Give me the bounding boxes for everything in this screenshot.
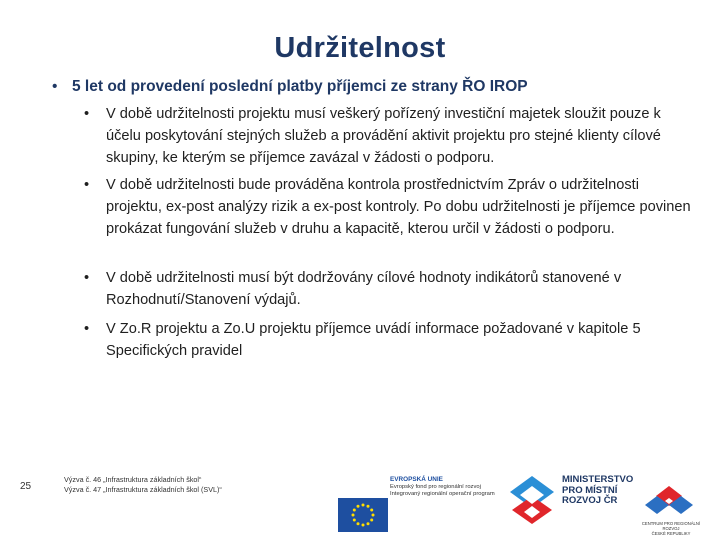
ministry-name	[562, 475, 633, 507]
sub-bullet-4	[84, 318, 694, 362]
ministry-line: ROZVOJ ČR	[562, 495, 618, 506]
eu-flag-icon	[338, 498, 388, 532]
page-number: 25	[20, 481, 32, 492]
bullet-marker: •	[84, 106, 90, 122]
call-line-46: Výzva č. 46 „Infrastruktura základních škol“	[64, 475, 202, 484]
ministry-line: PRO MÍSTNÍ	[562, 484, 618, 496]
crr-logo-icon	[642, 484, 696, 518]
crr-line: ČESKÉ REPUBLIKY	[651, 531, 691, 536]
sub-bullet-2	[84, 174, 694, 240]
bullet-marker: •	[84, 177, 90, 193]
sub-bullet-text: V době udržitelnosti musí být dodržovány cílové hodnoty indikátorů stanovené v Rozhodnutí/Stanovení výdajů.	[106, 270, 622, 308]
ministry-line: MINISTERSTVO	[562, 474, 634, 485]
eu-fund-text	[390, 476, 500, 499]
crr-name	[640, 521, 702, 536]
bullet-marker: •	[52, 78, 58, 95]
bullet-marker: •	[84, 270, 90, 286]
sub-bullet-text: V době udržitelnosti projektu musí veškerý pořízený investiční majetek sloužit pouze k účelu poskytování stejných služeb a provádění aktivit projektu pro stejné klienty cílové skupiny, ke kterým se příjemce zavázal v žádosti o podporu.	[106, 106, 661, 166]
eu-header: EVROPSKÁ UNIE	[390, 476, 443, 483]
crr-line: CENTRUM PRO REGIONÁLNÍ ROZVOJ	[641, 521, 701, 531]
main-bullet-text: 5 let od provedení poslední platby příjemci ze strany ŘO IROP	[72, 78, 528, 95]
sub-bullet-text: V době udržitelnosti bude prováděna kontrola prostřednictvím Zpráv o udržitelnosti projektu, ex-post analýzy rizik a ex-post kontroly. Po dobu udržitelnosti je příjemce povinen prokázat fungování služeb v druhu a kapacitě, kterou určil v žádosti o podporu.	[106, 177, 691, 237]
sub-bullet-1	[84, 103, 694, 169]
bullet-marker: •	[84, 321, 90, 337]
call-line-47: Výzva č. 47 „Infrastruktura základních škol (SVL)“	[64, 485, 222, 494]
slide-title: Udržitelnost	[274, 32, 446, 64]
ministry-logo-icon	[506, 472, 558, 534]
eu-programme-line: Integrovaný regionální operační program	[390, 491, 495, 498]
sub-bullet-3	[84, 267, 694, 311]
sub-bullet-text: V Zo.R projektu a Zo.U projektu příjemce uvádí informace požadované v kapitole 5 Specifických pravidel	[106, 321, 641, 359]
eu-fund-line: Evropský fond pro regionální rozvoj	[390, 483, 481, 490]
call-references	[64, 475, 222, 495]
